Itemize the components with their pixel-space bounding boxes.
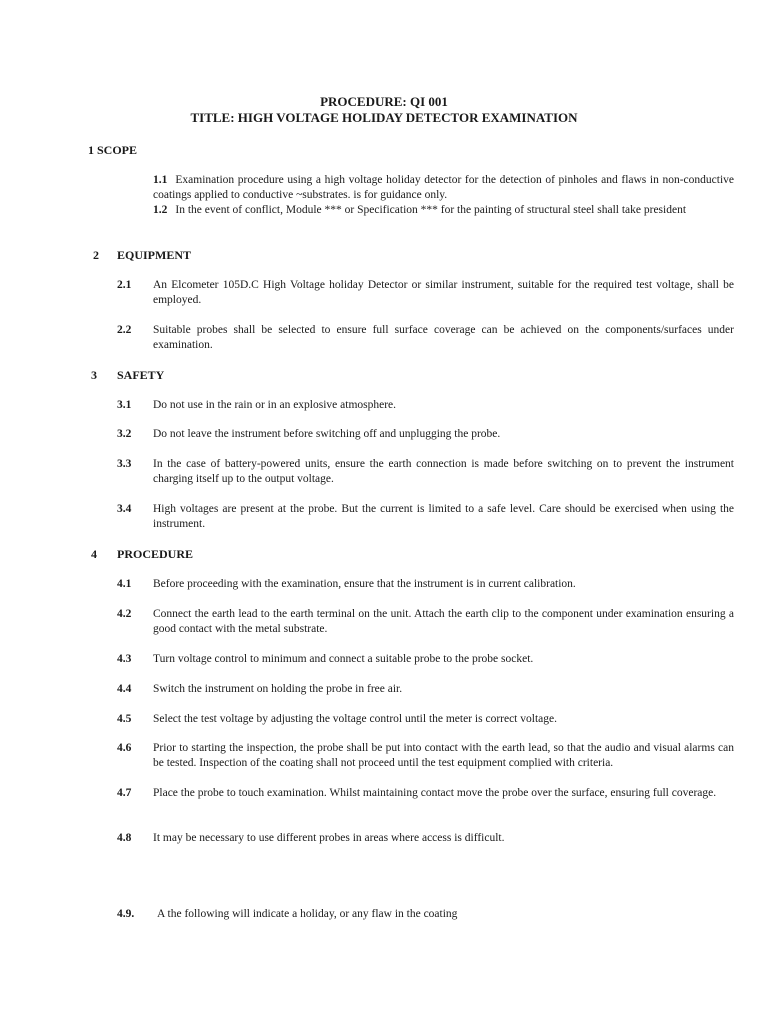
item-number: 2.2 <box>117 324 132 336</box>
item-text: Select the test voltage by adjusting the voltage control until the meter is correct voltage. <box>153 713 557 725</box>
section-number: 3 <box>91 368 97 382</box>
item-number: 3.4 <box>117 503 132 515</box>
item-text: An Elcometer 105D.C High Voltage holiday Detector or similar instrument, suitable for the required test voltage, shall be employed. <box>153 279 734 306</box>
item-number: 3.3 <box>117 458 132 470</box>
section-heading-safety <box>91 368 164 383</box>
item-text: Suitable probes shall be selected to ensure full surface coverage can be achieved on the components/surfaces under examination. <box>153 324 734 351</box>
item-number: 4.6 <box>117 742 132 754</box>
item-number: 4.7 <box>117 787 132 799</box>
item-number: 2.1 <box>117 279 132 291</box>
item-text: Do not leave the instrument before switching off and unplugging the probe. <box>153 428 501 440</box>
section-heading-procedure <box>91 547 193 562</box>
procedure-number: PROCEDURE: QI 001 <box>320 94 448 109</box>
section-number: 2 <box>93 248 99 262</box>
section-title: PROCEDURE <box>117 547 194 561</box>
item-text: Switch the instrument on holding the probe in free air. <box>153 683 403 695</box>
item-number: 4.3 <box>117 653 132 665</box>
scope-item-1-1 <box>153 173 734 203</box>
item-text: In the case of battery-powered units, ensure the earth connection is made before switching on to prevent the instrument charging itself up to the output voltage. <box>153 458 734 485</box>
item-number: 4.8 <box>117 832 132 844</box>
item-number: 4.9. <box>117 908 135 920</box>
item-number: 3.1 <box>117 399 132 411</box>
item-number: 4.5 <box>117 713 132 725</box>
section-title: SAFETY <box>117 368 165 382</box>
section-title: EQUIPMENT <box>117 248 192 262</box>
item-text: Turn voltage control to minimum and connect a suitable probe to the probe socket. <box>153 653 534 665</box>
item-text: Place the probe to touch examination. Whilst maintaining contact move the probe over the surface, ensuring full coverage. <box>153 787 717 799</box>
section-heading-equipment <box>93 248 191 263</box>
item-text: Prior to starting the inspection, the probe shall be put into contact with the earth lead, so that the audio and visual alarms can be tested. Inspection of the coating shall not proceed until the test equipment complied with criteria. <box>153 742 734 769</box>
item-text: Before proceeding with the examination, ensure that the instrument is in current calibration. <box>153 578 576 590</box>
item-text: Do not use in the rain or in an explosive atmosphere. <box>153 399 397 411</box>
item-number: 1.2 <box>153 204 168 216</box>
scope-item-1-2 <box>153 203 734 218</box>
item-text: A the following will indicate a holiday, or any flaw in the coating <box>157 908 458 920</box>
item-text: It may be necessary to use different probes in areas where access is difficult. <box>153 832 505 844</box>
section-number: 4 <box>91 547 97 561</box>
item-text: In the event of conflict, Module *** or Specification *** for the painting of structural steel shall take president <box>175 204 687 216</box>
item-number: 4.1 <box>117 578 132 590</box>
item-text: High voltages are present at the probe. But the current is limited to a safe level. Care should be exercised when using the instrument. <box>153 503 734 530</box>
document-title: TITLE: HIGH VOLTAGE HOLIDAY DETECTOR EXAMINATION <box>190 110 578 125</box>
item-number: 4.4 <box>117 683 132 695</box>
item-number: 3.2 <box>117 428 132 440</box>
item-text: Examination procedure using a high voltage holiday detector for the detection of pinholes and flaws in non-conductive coatings applied to conductive ~substrates. is for guidance only. <box>153 174 734 201</box>
section-heading-scope: 1 SCOPE <box>88 143 138 157</box>
item-number: 1.1 <box>153 174 168 186</box>
item-text: Connect the earth lead to the earth terminal on the unit. Attach the earth clip to the component under examination ensuring a good contact with the metal substrate. <box>153 608 734 635</box>
item-number: 4.2 <box>117 608 132 620</box>
